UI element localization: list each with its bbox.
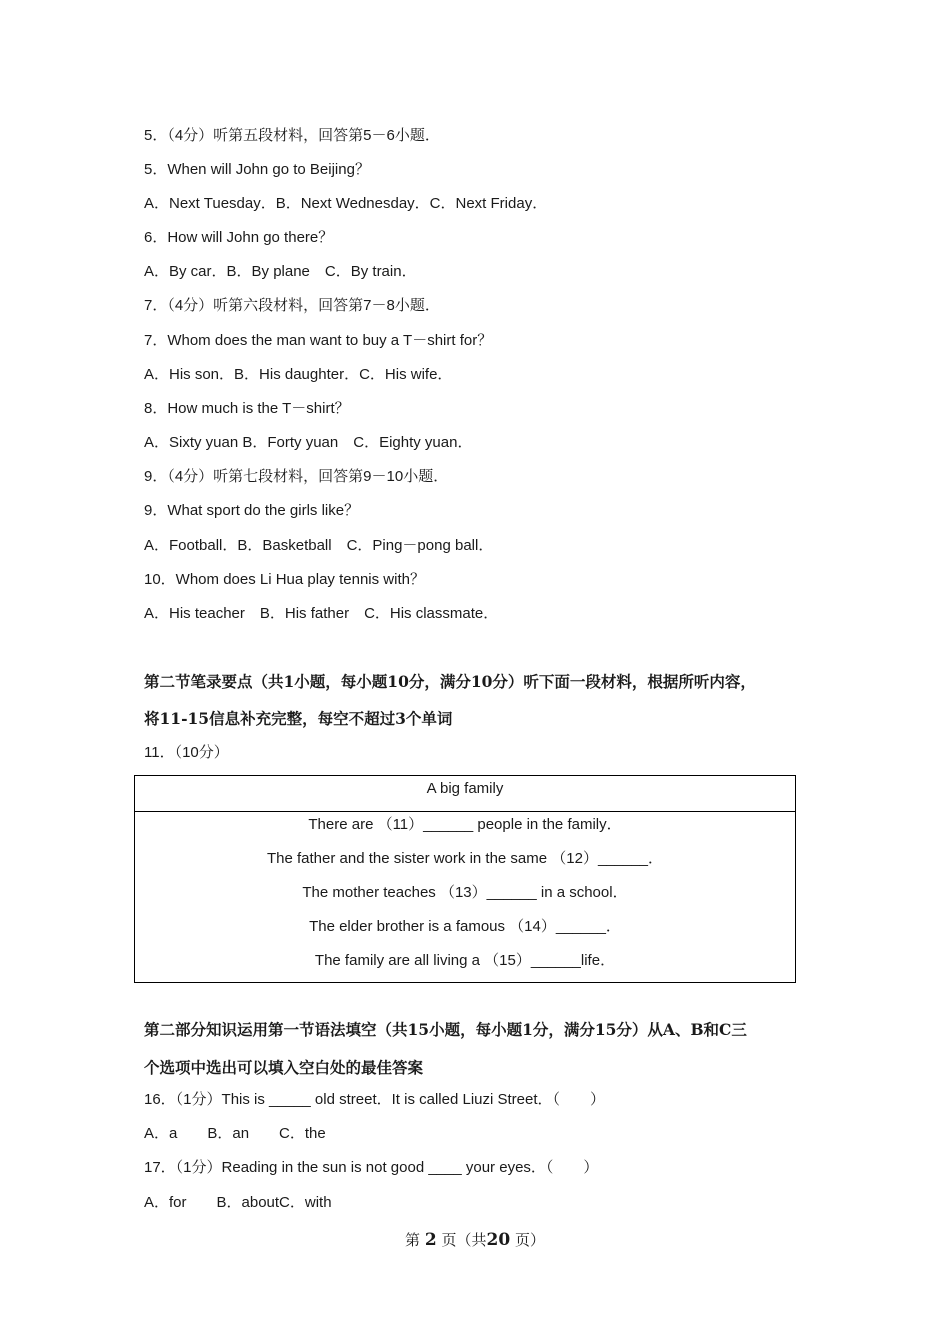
question-line: A．By car．B．By plane C．By train． [144, 263, 417, 280]
section-heading: 个选项中选出可以填入空白处的最佳答案 [144, 1058, 424, 1077]
question-line: A．Next Tuesday．B．Next Wednesday．C．Next Friday． [144, 195, 548, 212]
question-line: 17．（1分）Reading in the sun is not good ____ your eyes．（ ） [144, 1159, 599, 1176]
question-line: A．His son．B．His daughter．C．His wife． [144, 366, 453, 383]
section-heading: 将11-15信息补充完整，每空不超过3个单词 [144, 709, 453, 728]
question-line: A．for B．aboutC．with [144, 1194, 332, 1211]
question-line: 8．How much is the T－shirt？ [144, 400, 350, 417]
question-line: A．His teacher B．His father C．His classmate． [144, 605, 499, 622]
page-number: 2 [424, 1230, 437, 1250]
table-title: A big family [135, 776, 795, 812]
section-heading: 第二部分知识运用第一节语法填空（共15小题，每小题1分，满分15分）从A、B和C三 [144, 1020, 747, 1039]
question-line: 10．Whom does Li Hua play tennis with？ [144, 571, 425, 588]
question-line: A．Football．B．Basketball C．Ping－pong ball． [144, 537, 494, 554]
question-line: 9．What sport do the girls like？ [144, 502, 360, 519]
info-table [134, 775, 796, 983]
question-line: 7．（4分）听第六段材料，回答第7－8小题． [144, 297, 440, 314]
page-total: 20 [486, 1230, 511, 1250]
table-row: There are （11）______ people in the family． [308, 816, 622, 833]
footer-middle: 页（共 [441, 1231, 487, 1249]
question-line: 7．Whom does the man want to buy a T－shirt for？ [144, 332, 493, 349]
table-row: The family are all living a （15）______life． [314, 952, 616, 969]
section-heading: 第二节笔录要点（共1小题，每小题10分，满分10分）听下面一段材料，根据所听内容， [144, 672, 756, 691]
question-line: 5．When will John go to Beijing？ [144, 161, 370, 178]
question-line: 16．（1分）This is _____ old street．It is called Liuzi Street．（ ） [144, 1091, 606, 1108]
question-line: 5．（4分）听第五段材料，回答第5－6小题． [144, 127, 440, 144]
question-line: A．a B．an C．the [144, 1125, 326, 1142]
footer-prefix: 第 [405, 1231, 421, 1249]
question-line: 11．（10分） [144, 744, 229, 761]
table-row: The mother teaches （13）______ in a school． [302, 884, 628, 901]
question-line: 9．（4分）听第七段材料，回答第9－10小题． [144, 468, 449, 485]
page-footer [0, 1229, 950, 1250]
question-line: 6．How will John go there？ [144, 229, 334, 246]
table-row: The father and the sister work in the same （12）______． [266, 850, 664, 867]
table-row: The elder brother is a famous （14）______． [309, 918, 621, 935]
question-line: A．Sixty yuan B．Forty yuan C．Eighty yuan． [144, 434, 473, 451]
footer-suffix: 页） [514, 1231, 545, 1249]
